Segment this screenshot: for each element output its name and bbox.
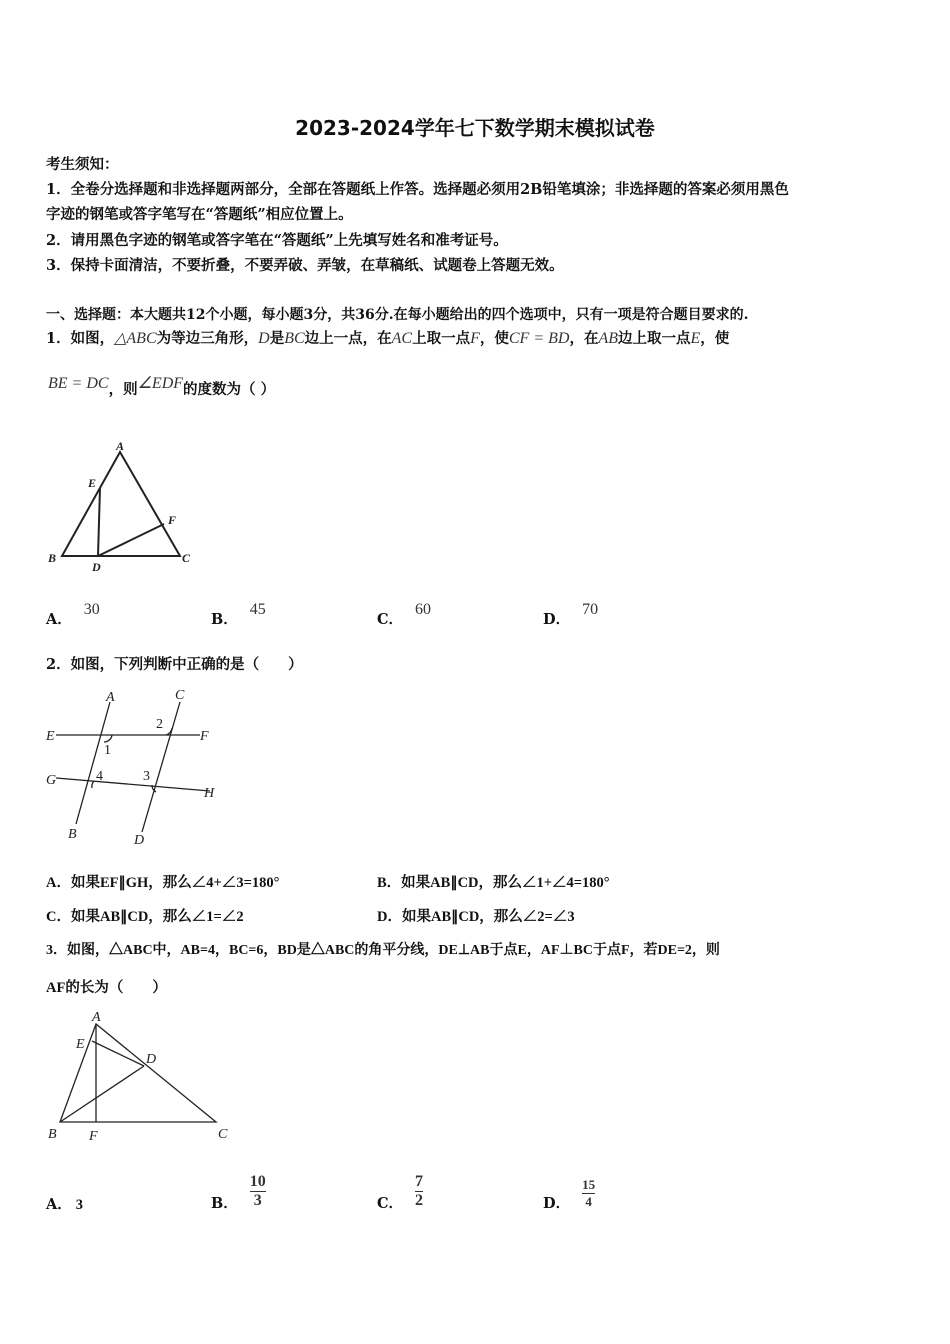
q1-stem-line2 <box>48 375 276 399</box>
option-label: D． <box>543 1195 571 1212</box>
q1-label-C: C <box>182 551 191 565</box>
fraction-numerator: 15 <box>582 1177 596 1192</box>
q1-stem-line1 <box>46 327 729 348</box>
q1-text: ，则 <box>108 381 138 398</box>
fraction-numerator: 10 <box>249 1173 266 1190</box>
q2-stem: 2．如图，下列判断中正确的是（ ） <box>46 656 303 673</box>
notice-item: 字迹的钢笔或答字笔写在“答题纸”相应位置上。 <box>46 206 353 223</box>
option-label: D． <box>543 611 571 628</box>
q2-label-G: G <box>46 773 57 788</box>
q1-math: F <box>470 330 480 347</box>
q1-text: 为等边三角形， <box>156 330 259 347</box>
q1-label-A: A <box>116 439 125 453</box>
option-value: 60 <box>415 601 432 618</box>
q2-figure <box>42 684 232 850</box>
q1-math: ∠EDF <box>137 375 184 392</box>
q3-figure <box>40 1006 240 1150</box>
q1-label-F: F <box>168 513 177 527</box>
q2-option-a[interactable]: A．如果EF∥GH，那么∠4+∠3=180° <box>46 875 280 891</box>
q2-label-F: F <box>200 729 209 744</box>
q3-label-C: C <box>218 1127 228 1142</box>
option-label: C． <box>377 1195 404 1212</box>
q1-label-E: E <box>88 476 97 490</box>
q1-math: AC <box>391 330 413 347</box>
q3-label-F: F <box>89 1129 98 1144</box>
notice-item: 2．请用黑色字迹的钢笔或答字笔在“答题纸”上先填写姓名和准考证号。 <box>46 232 508 249</box>
q3-option-c[interactable] <box>377 1170 423 1213</box>
option-value: 45 <box>249 601 266 618</box>
q2-label-3: 3 <box>143 769 150 784</box>
q1-math: △ABC <box>114 330 157 347</box>
q1-label-B: B <box>48 551 57 565</box>
option-fraction <box>250 1173 266 1210</box>
q1-math: E <box>690 330 701 347</box>
notice-item: 1．全卷分选择题和非选择题两部分，全部在答题纸上作答。选择题必须用2B铅笔填涂；非选择题的答案必须用黑色 <box>46 181 789 198</box>
option-value: 30 <box>83 601 100 618</box>
q1-text: 边上取一点 <box>618 330 691 347</box>
fraction-numerator: 7 <box>415 1173 424 1190</box>
option-fraction <box>415 1173 423 1210</box>
q2-option-b[interactable]: B．如果AB∥CD，那么∠1+∠4=180° <box>377 875 610 891</box>
q2-label-1: 1 <box>104 743 111 758</box>
q1-math: CF = BD <box>508 330 570 347</box>
q2-option-c[interactable]: C．如果AB∥CD，那么∠1=∠2 <box>46 909 244 925</box>
q2-label-B: B <box>68 827 77 842</box>
q3-stem-line1: 3．如图，△ABC中，AB=4，BC=6，BD是△ABC的角平分线，DE⊥AB于点E，AF⊥BC于点F，若DE=2，则 <box>46 943 720 958</box>
q2-label-D: D <box>134 833 145 848</box>
q1-option-a[interactable] <box>46 601 100 629</box>
option-label: C． <box>377 611 404 628</box>
q1-text: 的度数为（ ） <box>183 381 276 398</box>
fraction-denominator: 3 <box>253 1192 262 1209</box>
q1-math: D <box>258 330 270 347</box>
q1-text: ，使 <box>479 330 509 347</box>
notice-item: 3．保持卡面清洁，不要折叠，不要弄破、弄皱，在草稿纸、试题卷上答题无效。 <box>46 257 564 274</box>
option-label: B． <box>211 1195 238 1212</box>
q3-stem-line2: AF的长为（ ） <box>46 980 167 996</box>
q2-option-d[interactable]: D．如果AB∥CD，那么∠2=∠3 <box>377 909 575 925</box>
q1-option-c[interactable] <box>377 601 432 629</box>
q1-label-D: D <box>92 560 101 574</box>
q1-text: 上取一点 <box>412 330 471 347</box>
q3-label-B: B <box>48 1127 57 1142</box>
q2-label-E: E <box>46 729 55 744</box>
q1-option-d[interactable] <box>543 601 599 629</box>
notice-heading: 考生须知： <box>46 156 119 173</box>
q2-label-H: H <box>204 786 215 801</box>
q2-label-4: 4 <box>96 769 103 784</box>
q2-label-2: 2 <box>156 717 163 732</box>
q1-text: ，使 <box>700 330 730 347</box>
option-value: 70 <box>582 601 599 618</box>
q1-option-b[interactable] <box>211 601 266 629</box>
q2-label-C: C <box>175 688 185 703</box>
q3-label-E: E <box>76 1037 85 1052</box>
q1-text: 是 <box>269 330 285 347</box>
option-label: A． <box>46 1196 72 1213</box>
q1-math: AB <box>598 330 618 347</box>
q1-text: ，在 <box>569 330 599 347</box>
fraction-denominator: 4 <box>585 1194 592 1209</box>
fraction-denominator: 2 <box>415 1192 424 1209</box>
section-heading: 一、选择题：本大题共12个小题，每小题3分，共36分.在每小题给出的四个选项中，只有一项是符合题目要求的. <box>46 307 749 323</box>
q3-option-d[interactable] <box>543 1174 595 1213</box>
q1-figure <box>40 436 210 576</box>
option-label: A． <box>46 611 72 628</box>
page-title: 2023-2024学年七下数学期末模拟试卷 <box>295 116 655 140</box>
option-value: 3 <box>75 1197 84 1213</box>
q1-text: 边上一点，在 <box>304 330 392 347</box>
q3-label-D: D <box>146 1052 157 1067</box>
q3-label-A: A <box>92 1010 101 1025</box>
q3-option-a[interactable] <box>46 1193 83 1214</box>
q1-math: BC <box>284 330 305 347</box>
q1-text: 1．如图， <box>46 330 115 347</box>
q1-math: BE = DC <box>48 375 109 392</box>
q3-option-b[interactable] <box>211 1170 266 1213</box>
q2-label-A: A <box>106 690 115 705</box>
option-fraction <box>582 1177 595 1210</box>
option-label: B． <box>211 611 238 628</box>
